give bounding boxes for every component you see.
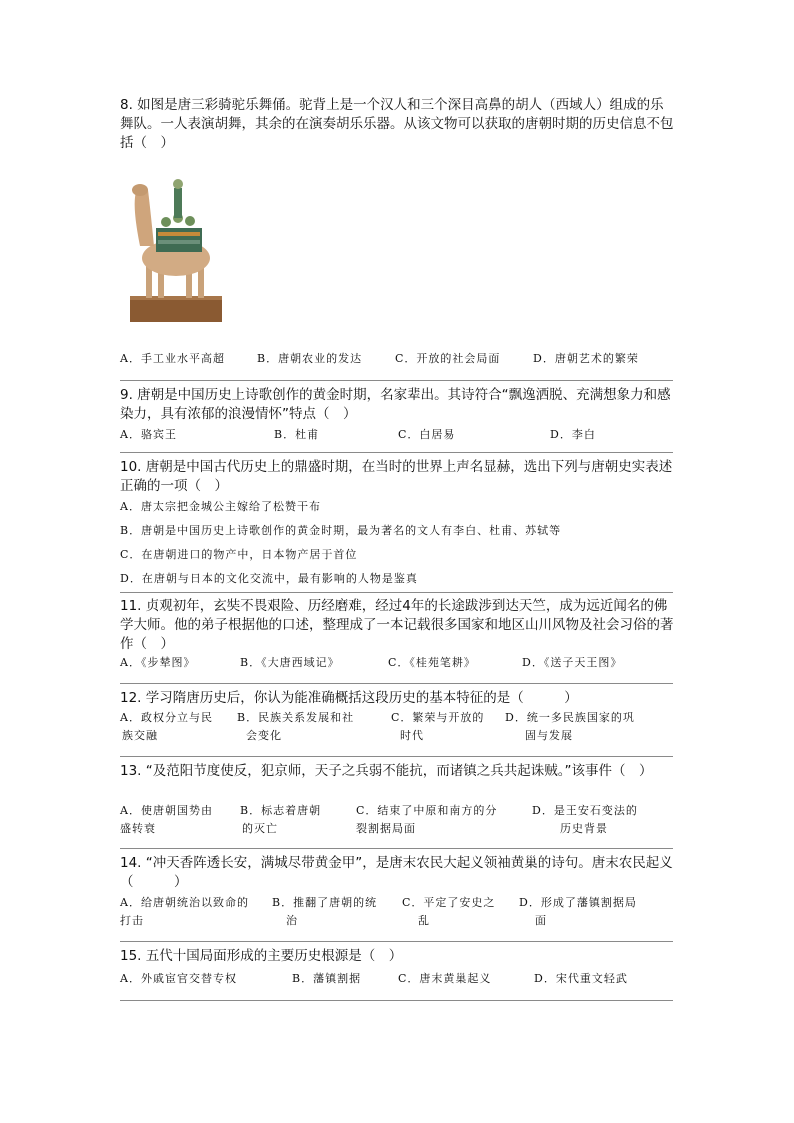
- question-12-options: [120, 709, 675, 747]
- q15-option-c[interactable]: C．唐末黄巢起义: [398, 972, 492, 985]
- divider: [120, 756, 673, 757]
- divider: [120, 683, 673, 684]
- question-14-options: [120, 894, 675, 932]
- q13-option-c-line2: 裂割据局面: [356, 822, 416, 835]
- question-11: [120, 597, 675, 654]
- q10-option-b[interactable]: B．唐朝是中国历史上诗歌创作的黄金时期，最为著名的文人有李白、杜甫、苏轼等: [120, 524, 562, 537]
- q9-option-b[interactable]: B．杜甫: [274, 428, 320, 441]
- question-13-stem: 13. “及范阳节度使反，犯京师，天子之兵弱不能抗，而诸镇之兵共起诛贼。”该事件（ ）: [120, 763, 653, 779]
- q12-option-d-line2: 固与发展: [525, 729, 573, 742]
- divider: [120, 452, 673, 453]
- q14-option-c-line1: C．平定了安史之: [402, 896, 496, 909]
- divider: [120, 941, 673, 942]
- question-8-options: [120, 350, 675, 368]
- tang-sancai-camel-figurine-image: [128, 166, 224, 326]
- q13-option-c-line1: C．结束了中原和南方的分: [356, 804, 498, 817]
- question-14: [120, 854, 675, 892]
- question-13: [120, 762, 675, 781]
- q12-option-d[interactable]: [505, 709, 635, 745]
- q14-option-d-line2: 面: [535, 914, 547, 927]
- q14-option-b[interactable]: [272, 894, 377, 930]
- q12-option-a-line2: 族交融: [122, 729, 158, 742]
- question-11-options: [120, 654, 675, 672]
- q10-option-d[interactable]: D．在唐朝与日本的文化交流中，最有影响的人物是鉴真: [120, 572, 418, 585]
- q13-option-b-line1: B．标志着唐朝: [240, 804, 322, 817]
- question-9: [120, 386, 675, 424]
- divider: [120, 592, 673, 593]
- q14-option-c[interactable]: [402, 894, 495, 930]
- q10-option-c[interactable]: C．在唐朝进口的物产中，日本物产居于首位: [120, 548, 358, 561]
- question-10-options: [120, 498, 675, 594]
- question-9-options: [120, 426, 675, 444]
- q12-option-c-line2: 时代: [400, 729, 424, 742]
- q14-option-d[interactable]: [519, 894, 637, 930]
- q14-option-a-line2: 打击: [120, 914, 144, 927]
- q12-option-b-line1: B．民族关系发展和社: [237, 711, 355, 724]
- divider: [120, 380, 673, 381]
- question-15: [120, 947, 675, 966]
- q14-option-a-line1: A．给唐朝统治以致命的: [120, 896, 249, 909]
- q15-option-a[interactable]: A．外戚宦官交替专权: [120, 972, 237, 985]
- question-12: [120, 689, 675, 708]
- q12-option-a[interactable]: [120, 709, 213, 745]
- question-10-stem: 10. 唐朝是中国古代历史上的鼎盛时期，在当时的世界上声名显赫，选出下列与唐朝史实表述正确的一项（ ）: [120, 459, 673, 494]
- question-11-stem: 11. 贞观初年，玄奘不畏艰险、历经磨难，经过4年的长途跋涉到达天竺，成为远近闻名的佛学大师。他的弟子根据他的口述，整理成了一本记载很多国家和地区山川风物及社会习俗的著作（ ）: [120, 598, 674, 652]
- q12-option-c[interactable]: [391, 709, 484, 745]
- q15-option-d[interactable]: D．宋代重文轻武: [534, 972, 628, 985]
- q12-option-c-line1: C．繁荣与开放的: [391, 711, 485, 724]
- q8-option-b[interactable]: B．唐朝农业的发达: [257, 352, 363, 365]
- q9-option-d[interactable]: D．李白: [550, 428, 596, 441]
- question-15-stem: 15. 五代十国局面形成的主要历史根源是（ ）: [120, 948, 403, 964]
- q13-option-d-line2: 历史背景: [560, 822, 608, 835]
- q13-option-a-line1: A．使唐朝国势由: [120, 804, 213, 817]
- q13-option-b[interactable]: [240, 802, 321, 838]
- q8-option-c[interactable]: C．开放的社会局面: [395, 352, 501, 365]
- q10-option-a[interactable]: A．唐太宗把金城公主嫁给了松赞干布: [120, 500, 321, 513]
- q11-option-c[interactable]: C．《桂苑笔耕》: [388, 656, 476, 669]
- q14-option-b-line2: 治: [286, 914, 298, 927]
- q13-option-c[interactable]: [356, 802, 497, 838]
- question-10: [120, 458, 675, 496]
- q12-option-b[interactable]: [237, 709, 354, 745]
- question-15-options: [120, 970, 675, 988]
- question-12-stem: 12. 学习隋唐历史后，你认为能准确概括这段历史的基本特征的是（ ）: [120, 690, 578, 706]
- q9-option-c[interactable]: C．白居易: [398, 428, 456, 441]
- question-9-stem: 9. 唐朝是中国历史上诗歌创作的黄金时期，名家辈出。其诗符合“飘逸洒脱、充满想象力和感染力，具有浓郁的浪漫情怀”特点（ ）: [120, 387, 671, 422]
- question-13-options: [120, 802, 675, 840]
- question-14-stem: 14. “冲天香阵透长安，满城尽带黄金甲”，是唐末农民大起义领袖黄巢的诗句。唐末农民起义（ ）: [120, 855, 673, 890]
- question-8-stem: 8. 如图是唐三彩骑驼乐舞俑。驼背上是一个汉人和三个深目高鼻的胡人（西域人）组成的乐舞队。一人表演胡舞，其余的在演奏胡乐乐器。从该文物可以获取的唐朝时期的历史信息不包括（ ）: [120, 97, 674, 151]
- q15-option-b[interactable]: B．藩镇割据: [292, 972, 362, 985]
- q8-option-d[interactable]: D．唐朝艺术的繁荣: [533, 352, 639, 365]
- q14-option-d-line1: D．形成了藩镇割据局: [519, 896, 637, 909]
- q8-option-a[interactable]: A．手工业水平高超: [120, 352, 225, 365]
- q13-option-a[interactable]: [120, 802, 213, 838]
- q11-option-a[interactable]: A．《步辇图》: [120, 656, 196, 669]
- q13-option-d[interactable]: [532, 802, 638, 838]
- question-8: [120, 96, 675, 153]
- q14-option-a[interactable]: [120, 894, 249, 930]
- q9-option-a[interactable]: A．骆宾王: [120, 428, 177, 441]
- q11-option-d[interactable]: D．《送子天王图》: [522, 656, 623, 669]
- q12-option-d-line1: D．统一多民族国家的巩: [505, 711, 635, 724]
- divider: [120, 848, 673, 849]
- q12-option-a-line1: A．政权分立与民: [120, 711, 213, 724]
- q12-option-b-line2: 会变化: [246, 729, 282, 742]
- q13-option-a-line2: 盛转衰: [120, 822, 156, 835]
- divider: [120, 1000, 673, 1001]
- q13-option-b-line2: 的灭亡: [242, 822, 278, 835]
- q11-option-b[interactable]: B．《大唐西域记》: [240, 656, 340, 669]
- q14-option-b-line1: B．推翻了唐朝的统: [272, 896, 378, 909]
- q14-option-c-line2: 乱: [418, 914, 430, 927]
- q13-option-d-line1: D．是王安石变法的: [532, 804, 638, 817]
